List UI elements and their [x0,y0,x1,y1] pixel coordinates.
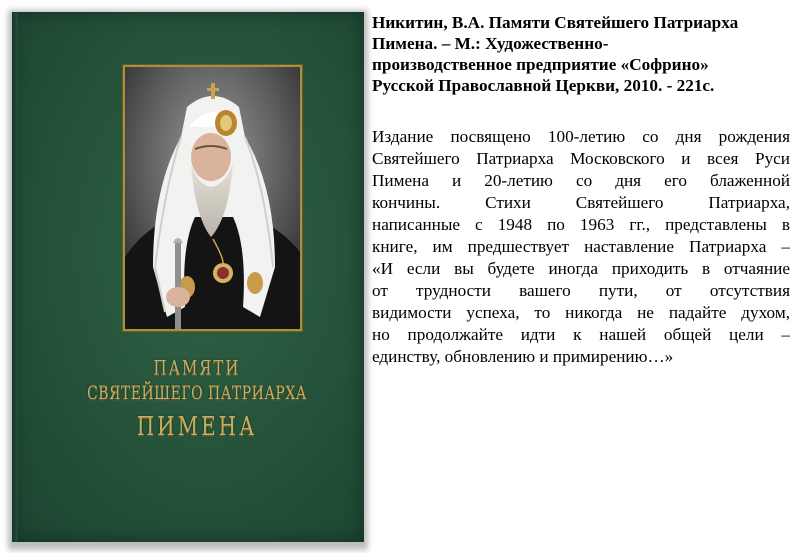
annotation-line: но продолжайте идти к нашей общей цели – [372,325,790,344]
annotation-line: кончины. Стихи Святейшего Патриарха, [372,193,790,212]
cover-title-line1: ПАМЯТИ [153,356,241,380]
book-annotation [372,126,790,368]
cover-title [72,356,322,442]
annotation-line: Издание посвящено 100-летию со дня рождения [372,127,790,146]
annotation-line: «И если вы будете иногда приходить в отчаяние [372,259,790,278]
bibliographic-citation [372,12,790,96]
annotation-line: написанные с 1948 по 1963 гг., представлены в [372,215,790,234]
citation-line: Русской Православной Церкви, 2010. - 221с. [372,76,715,95]
book-spine-edge [12,12,18,542]
book-cover [12,12,364,542]
patriarch-portrait [123,65,302,331]
citation-line: производственное предприятие «Софрино» [372,55,709,74]
citation-line: Никитин, В.А. Памяти Святейшего Патриарха [372,13,739,32]
cover-title-line3: ПИМЕНА [136,410,258,442]
annotation-line: видимости успеха, то никогда не падайте духом, [372,303,790,322]
citation-line: Пимена. – М.: Художественно- [372,34,609,53]
portrait-illustration [125,67,300,329]
annotation-line: Пимена и 20-летию со дня его блаженной [372,171,790,190]
annotation-line: от трудности вашего пути, от отсутствия [372,281,790,300]
cover-title-line2: СВЯТЕЙШЕГО ПАТРИАРХА [87,383,307,405]
annotation-line: Святейшего Патриарха Московского и всея Руси [372,149,790,168]
annotation-line: единству, обновлению и примирению…» [372,347,674,366]
annotation-line: книге, им предшествует наставление Патриарха – [372,237,790,256]
